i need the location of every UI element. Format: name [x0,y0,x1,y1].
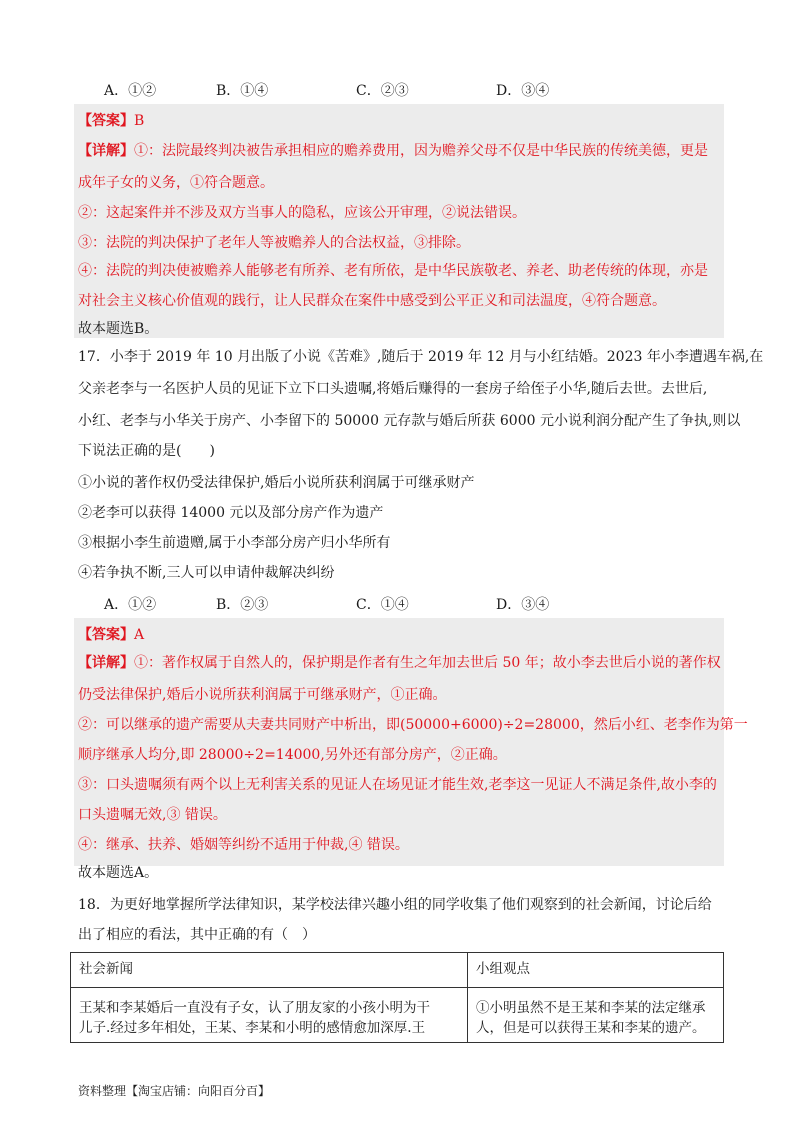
table-row [71,988,724,1043]
q17-detail-line-7: ④：继承、扶养、婚姻等纠纷不适用于仲裁,④ 错误。 [78,837,409,853]
q16-detail-line-5: ④：法院的判决使被赡养人能够老有所养、老有所依，是中华民族敬老、养老、助老传统的体现，亦是 [78,263,708,279]
q16-conclusion: 故本题选B。 [78,321,159,337]
detail-text: ①：法院最终判决被告承担相应的赡养费用，因为赡养父母不仅是中华民族的传统美德，更是 [134,143,708,159]
detail-tag: 【详解】 [78,655,134,671]
q17-stem-line-2: 父亲老李与一名医护人员的见证下立下口头遗嘱,将婚后赚得的一套房子给侄子小华,随后去世。去世后, [78,381,708,397]
table-header-row [71,953,724,988]
q17-stem-line-4: 下说法正确的是( ) [78,443,215,459]
footer-note: 资料整理【淘宝店铺：向阳百分百】 [78,1084,271,1098]
detail-tag: 【详解】 [78,143,134,159]
q17-statement-1: ①小说的著作权仍受法律保护,婚后小说所获利润属于可继承财产 [78,475,475,491]
q17-detail-line-4: 顺序继承人均分,即 28000÷2=14000,另外还有部分房产，②正确。 [78,747,507,763]
q18-stem-line-1: 18．为更好地掌握所学法律知识，某学校法律兴趣小组的同学收集了他们观察到的社会新闻，讨论后给 [78,897,712,913]
q17-detail-line-3: ②：可以继承的遗产需要从夫妻共同财产中析出，即(50000+6000)÷2=28000，然后小红、老李作为第一 [78,717,748,733]
q17-statement-2: ②老李可以获得 14000 元以及部分房产作为遗产 [78,505,384,521]
q17-option-d: D．③④ [496,597,550,613]
q17-stem-line-1: 17．小李于 2019 年 10 月出版了小说《苦难》,随后于 2019 年 12 月与小红结婚。2023 年小李遭遇车祸,在 [78,349,764,365]
viewpoint-cell [468,988,724,1043]
q16-detail-line-2: 成年子女的义务，①符合题意。 [78,175,274,191]
q16-detail-line-4: ③：法院的判决保护了老年人等被赡养人的合法权益，③排除。 [78,235,470,251]
viewpoint-line-2: 人，但是可以获得王某和李某的遗产。 [476,1020,706,1036]
news-line-1: 王某和李某婚后一直没有子女，认了朋友家的小孩小明为干 [79,1000,430,1016]
answer-tag: 【答案】 [78,627,134,643]
answer-value: B [134,113,145,129]
answer-value: A [134,627,145,643]
q17-detail-line-5: ③：口头遗嘱须有两个以上无利害关系的见证人在场见证才能生效,老李这一见证人不满足条件,故小李的 [78,777,717,793]
q16-detail-line-3: ②：这起案件并不涉及双方当事人的隐私，应该公开审理，②说法错误。 [78,205,526,221]
q17-answer-line [78,624,144,644]
q16-answer-line [78,110,144,130]
q17-option-a: A．①② [104,597,157,613]
header-viewpoint: 小组观点 [468,953,724,988]
news-cell [71,988,468,1043]
q17-option-b: B．②③ [216,597,269,613]
q17-detail-line-6: 口头遗嘱无效,③ 错误。 [78,807,227,823]
news-table [70,952,724,1043]
q16-option-a: A．①② [104,83,157,99]
q17-stem-line-3: 小红、老李与小华关于房产、小李留下的 50000 元存款与婚后所获 6000 元小说利润分配产生了争执,则以 [78,413,741,429]
q17-option-c: C．①④ [356,597,409,613]
q17-detail-line-1 [78,652,721,672]
q16-option-b: B．①④ [216,83,269,99]
detail-text: ①：著作权属于自然人的，保护期是作者有生之年加去世后 50 年；故小李去世后小说的著作权 [134,655,721,671]
q17-statement-4: ④若争执不断,三人可以申请仲裁解决纠纷 [78,565,335,581]
q16-option-c: C．②③ [356,83,409,99]
news-line-2: 儿子.经过多年相处，王某、李某和小明的感情愈加深厚.王 [79,1020,426,1036]
header-news: 社会新闻 [71,953,468,988]
q17-statement-3: ③根据小李生前遗赠,属于小李部分房产归小华所有 [78,535,391,551]
viewpoint-line-1: ①小明虽然不是王某和李某的法定继承 [476,1000,706,1016]
q16-detail-line-6: 对社会主义核心价值观的践行，让人民群众在案件中感受到公平正义和司法温度，④符合题意。 [78,293,666,309]
q17-conclusion: 故本题选A。 [78,865,159,881]
q16-option-d: D．③④ [496,83,550,99]
q18-stem-line-2: 出了相应的看法，其中正确的有（ ） [78,927,316,943]
q17-detail-line-2: 仍受法律保护,婚后小说所获利润属于可继承财产，①正确。 [78,687,447,703]
answer-tag: 【答案】 [78,113,134,129]
q16-detail-line-1 [78,140,708,160]
